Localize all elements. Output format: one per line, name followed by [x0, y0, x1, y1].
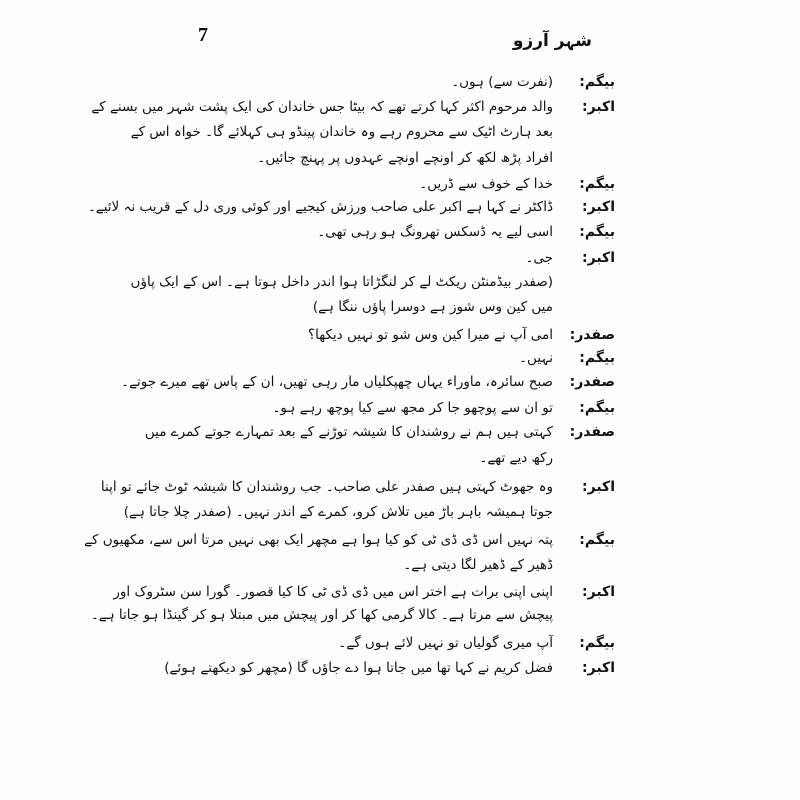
speaker-name: اکبر:	[582, 99, 615, 115]
dialogue-text: (نفرت سے) ہوں۔	[451, 74, 553, 90]
dialogue-line	[90, 603, 615, 627]
dialogue-line	[84, 528, 615, 552]
dialogue-line	[185, 172, 615, 196]
dialogue-line	[185, 323, 615, 347]
dialogue-line	[123, 500, 615, 524]
dialogue-text: والد مرحوم اکثر کہا کرتے تھے کہ بیٹا جس خاندان کی ایک پشت شہر میں بسنے کے	[91, 99, 553, 115]
dialogue-line	[91, 95, 615, 119]
speaker-name: اکبر:	[582, 199, 615, 215]
speaker-name: اکبر:	[582, 584, 615, 600]
dialogue-text: افراد پڑھ لکھ کر اونچے اونچے عہدوں پر پہنچ جائیں۔	[257, 150, 553, 166]
dialogue-line	[185, 396, 615, 420]
dialogue-line	[185, 70, 615, 94]
dialogue-line	[144, 420, 615, 444]
dialogue-text: (صفدر بیڈمنٹن ریکٹ لے کر لنگڑاتا ہوا اندر داخل ہوتا ہے۔ اس کے ایک پاؤں	[130, 274, 553, 290]
speaker-name: صفدر:	[569, 327, 615, 343]
dialogue-text: نہیں۔	[519, 350, 553, 366]
dialogue-text: ڈھیر کے ڈھیر لگا دیتی ہے۔	[403, 557, 553, 573]
dialogue-text: اپنی اپنی برات ہے اختر اس میں ڈی ڈی ٹی کا کیا قصور۔ گورا سن سٹروک اور	[113, 584, 553, 600]
dialogue-line	[185, 553, 615, 577]
dialogue-text: جی۔	[525, 250, 553, 266]
dialogue-line	[130, 120, 615, 144]
speaker-name: بیگم:	[579, 224, 615, 240]
page-number: 7	[198, 24, 208, 46]
dialogue-line	[130, 270, 615, 294]
dialogue-text: میں کین وس شوز ہے دوسرا پاؤں ننگا ہے)	[312, 299, 553, 315]
dialogue-text: بعد ہارٹ اٹیک سے محروم رہے وہ خاندان پینڈو ہی کہلائے گا۔ خواہ اس کے	[130, 124, 553, 140]
dialogue-text: صبح سائرہ، ماوراء یہاں چھپکلیاں مار رہی تھیں، ان کے پاس تھے میرے جوتے۔	[121, 374, 553, 390]
speaker-name: بیگم:	[579, 176, 615, 192]
dialogue-line	[185, 631, 615, 655]
dialogue-text: فضل کریم نے کہا تھا میں جاتا ہوا دے جاؤں گا (مچھر کو دیکھتے ہوئے)	[164, 660, 553, 676]
dialogue-text: ڈاکٹر نے کہا ہے اکبر علی صاحب ورزش کیجیے اور کوئی وری دل کے قریب نہ لائیے۔	[87, 199, 553, 215]
dialogue-text: آپ میری گولیاں تو نہیں لائے ہوں گے۔	[338, 635, 553, 651]
speaker-name: اکبر:	[582, 250, 615, 266]
speaker-name: بیگم:	[579, 400, 615, 416]
dialogue-text: تو ان سے پوچھو جا کر مجھ سے کیا پوچھ رہے ہو۔	[272, 400, 553, 416]
dialogue-line	[185, 295, 615, 319]
dialogue-text: خدا کے خوف سے ڈریں۔	[419, 176, 553, 192]
dialogue-line	[87, 195, 615, 219]
speaker-name: بیگم:	[579, 532, 615, 548]
dialogue-text: رکھ دیے تھے۔	[479, 450, 553, 466]
dialogue-line	[185, 146, 615, 170]
dialogue-text: کہتی ہیں ہم نے روشندان کا شیشہ توڑنے کے بعد تمہارے جوتے کمرے میں	[144, 424, 553, 440]
dialogue-line	[164, 656, 615, 680]
dialogue-text: جوتا ہمیشہ باہر باڑ میں تلاش کرو، کمرے کے اندر نہیں۔ (صفدر چلا جاتا ہے)	[123, 504, 553, 520]
dialogue-line	[121, 370, 615, 394]
dialogue-line	[113, 580, 615, 604]
speaker-name: بیگم:	[579, 74, 615, 90]
speaker-name: اکبر:	[582, 660, 615, 676]
dialogue-line	[185, 346, 615, 370]
dialogue-line	[100, 475, 615, 499]
dialogue-text: وہ جھوٹ کہتی ہیں صفدر علی صاحب۔ جب روشندان کا شیشہ ٹوٹ جائے تو اپنا	[100, 479, 553, 495]
dialogue-text: امی آپ نے میرا کین وس شو تو نہیں دیکھا؟	[307, 327, 553, 343]
speaker-name: بیگم:	[579, 350, 615, 366]
dialogue-text: اسی لیے یہ ڈسکس تھرونگ ہو رہی تھی۔	[317, 224, 553, 240]
dialogue-text: پیچش سے مرتا ہے۔ کالا گرمی کھا کر اور پیچش میں مبتلا ہو کر گینڈا ہو جاتا ہے۔	[90, 607, 553, 623]
speaker-name: اکبر:	[582, 479, 615, 495]
speaker-name: بیگم:	[579, 635, 615, 651]
dialogue-line	[185, 246, 615, 270]
running-title: شہر آرزو	[512, 31, 592, 51]
speaker-name: صفدر:	[569, 424, 615, 440]
dialogue-line	[185, 446, 615, 470]
dialogue-line	[185, 220, 615, 244]
dialogue-text: پتہ نہیں اس ڈی ڈی ٹی کو کیا ہوا ہے مچھر ایک بھی نہیں مرتا اس سے، مکھیوں کے	[84, 532, 553, 548]
speaker-name: صفدر:	[569, 374, 615, 390]
